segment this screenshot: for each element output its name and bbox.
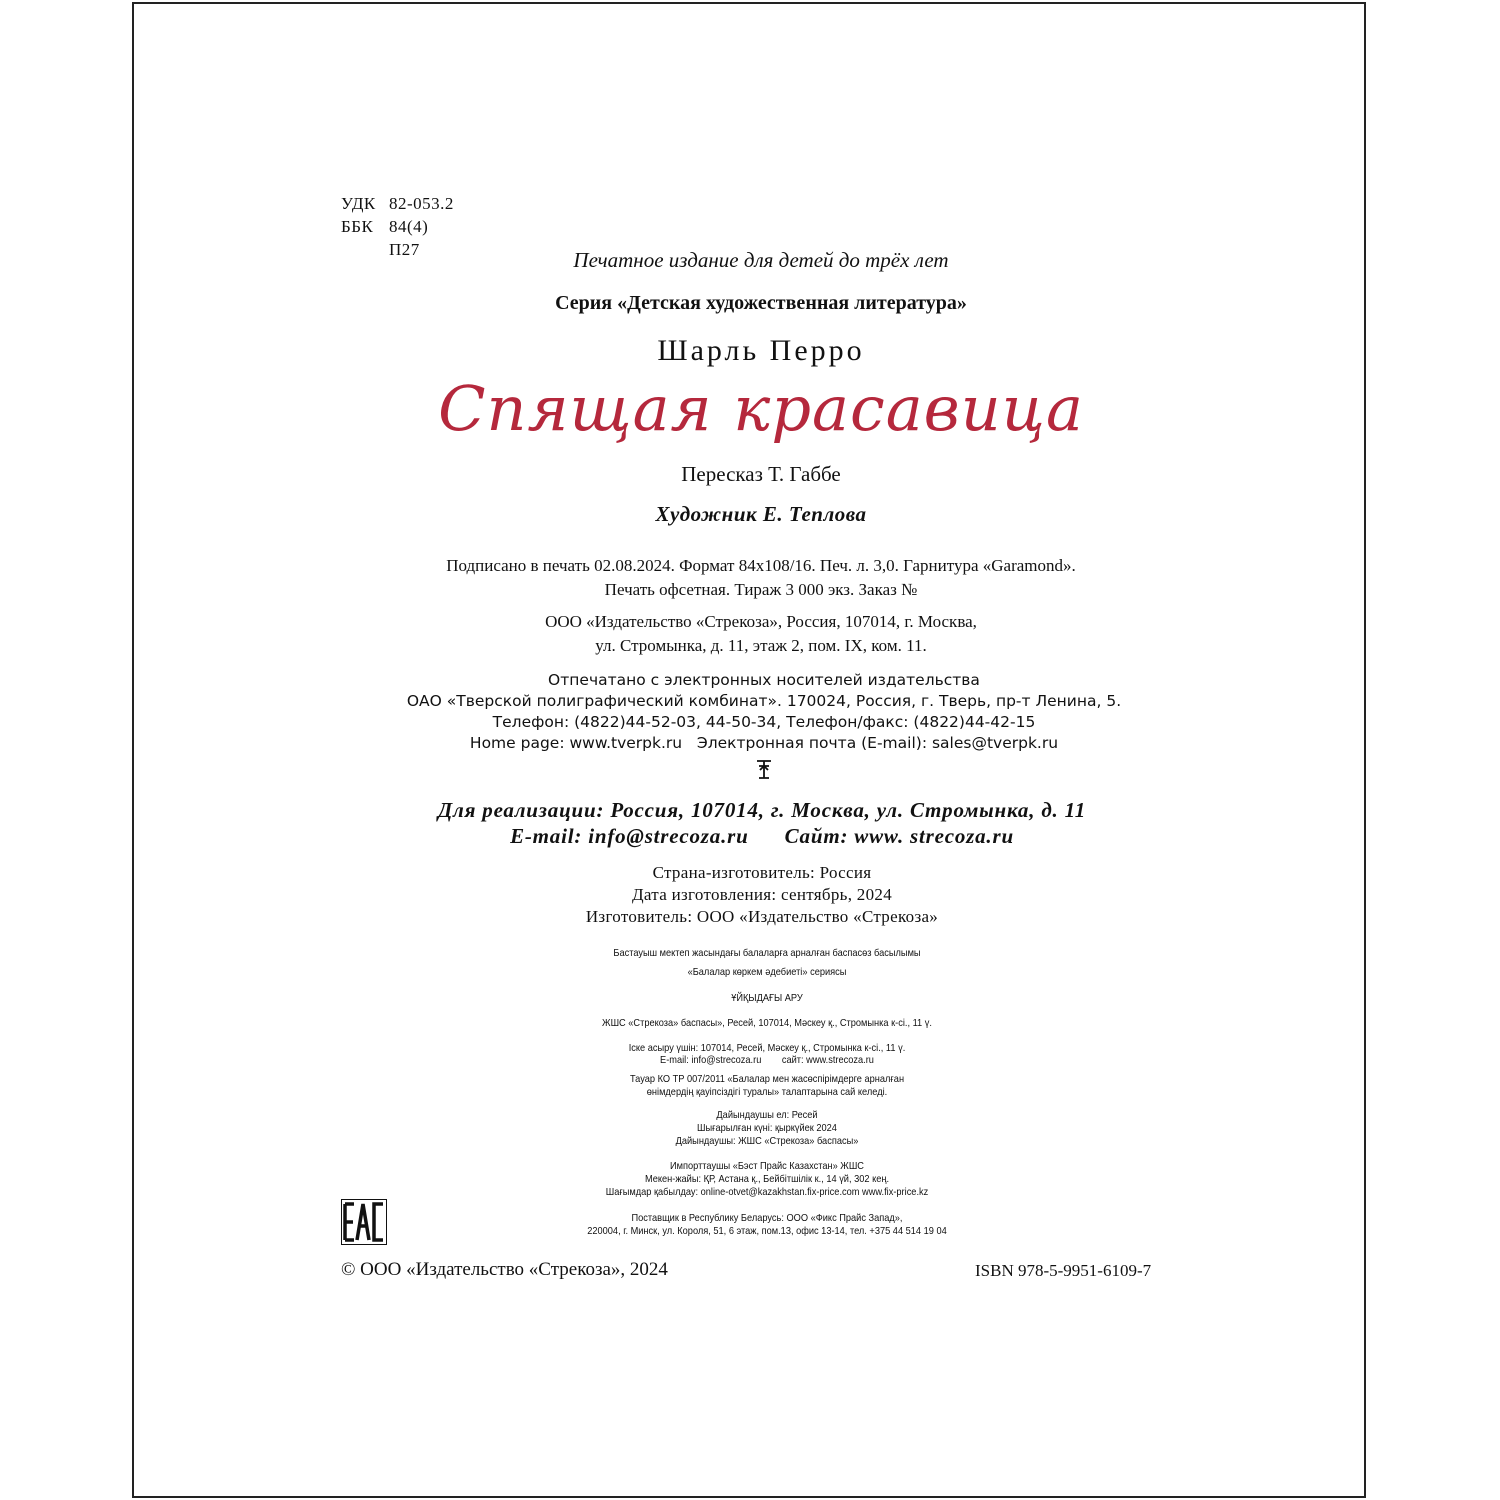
origin-country: Страна-изготовитель: Россия [652,863,872,882]
kz-sale-address: Іске асыру үшін: 107014, Ресей, Мәскеу қ., Стромынка к-сі., 11 ү. [628,1042,906,1054]
kz-mfg-country: Дайындаушы ел: Ресей [716,1109,818,1121]
printer-line-2: ОАО «Тверской полиграфический комбинат». 170024, Россия, г. Тверь, пр-т Ленина, 5. [406,692,1122,710]
printer-line-4: Home page: www.tverpk.ru Электронная почта (E-mail): sales@tverpk.ru [469,734,1059,752]
kz-importer: Импорттаушы «Бэст Прайс Казахстан» ЖШС [669,1160,864,1172]
print-details-line-2: Печать офсетная. Тираж 3 000 экз. Заказ № [604,580,918,599]
origin-manufacturer: Изготовитель: ООО «Издательство «Стрекоза» [585,907,939,926]
print-details-line-1: Подписано в печать 02.08.2024. Формат 84х108/16. Печ. л. 3,0. Гарнитура «Garamond». [446,556,1076,575]
by-supplier: Поставщик в Республику Беларусь: ООО «Фикс Прайс Запад», [631,1212,903,1224]
kz-publisher: ЖШС «Стрекоза» баспасы», Ресей, 107014, Мәскеу қ., Стромынка к-сі., 11 ү. [602,1017,932,1029]
author-mark: П27 [389,240,420,259]
sales-address: Для реализации: Россия, 107014, г. Москва, ул. Стромынка, д. 11 [437,798,1087,822]
kz-title: ҰЙҚЫДАҒЫ АРУ [731,992,803,1004]
printer-logo-icon [14,758,1500,786]
bbk-value: 84(4) [389,217,429,236]
publisher-address-line-1: ООО «Издательство «Стрекоза», Россия, 107014, г. Москва, [545,612,977,631]
printer-line-3: Телефон: (4822)44-52-03, 44-50-34, Телефон/факс: (4822)44-42-15 [492,713,1036,731]
copyright: © ООО «Издательство «Стрекоза», 2024 [341,1259,668,1280]
kz-audience: Бастауыш мектеп жасындағы балаларға арналған баспасөз басылымы [613,947,921,959]
origin-date: Дата изготовления: сентябрь, 2024 [631,885,893,904]
retelling-credit: Пересказ Т. Габбе [681,462,841,486]
kz-importer-address: Мекен-жайы: ҚР, Астана қ., Бейбітшілік к., 14 үй, 302 кең. [644,1173,890,1185]
sales-email: E-mail: info@strecoza.ru [510,824,749,848]
sales-contacts [12,823,1500,849]
kz-mfg-date: Шығарылған күні: қыркүйек 2024 [697,1122,837,1134]
udk-line [341,192,454,215]
udk-value: 82-053.2 [389,194,454,213]
kz-sale-contacts: E-mail: info@strecoza.ru сайт: www.strecoza.ru [660,1054,874,1066]
kz-tr-line-1: Тауар КО ТР 007/2011 «Балалар мен жасөспірімдерге арналған [629,1073,905,1085]
eac-mark-icon [341,1199,387,1245]
target-audience: Печатное издание для детей до трёх лет [573,248,949,272]
kz-series: «Балалар көркем әдебиеті» сериясы [687,966,847,978]
bbk-label: ББК [341,217,374,236]
kz-tr-line-2: өнімдердің қауіпсіздігі туралы» талаптарына сай келеді. [646,1086,888,1098]
book-title: Спящая красавица [438,372,1084,445]
printer-line-1: Отпечатано с электронных носителей издательства [548,671,980,689]
series-title: Серия «Детская художественная литература» [555,292,967,314]
publisher-address-line-2: ул. Стромынка, д. 11, этаж 2, пом. IX, ком. 11. [595,636,927,655]
book-author: Шарль Перро [657,334,865,367]
by-supplier-address: 220004, г. Минск, ул. Короля, 51, 6 этаж, пом.13, офис 13-14, тел. +375 44 514 19 04 [587,1225,947,1237]
isbn: ISBN 978-5-9951-6109-7 [975,1261,1152,1280]
illustrator-credit: Художник Е. Теплова [655,502,867,526]
kz-mfg-maker: Дайындаушы: ЖШС «Стрекоза» баспасы» [675,1135,859,1147]
kz-complaints: Шағымдар қабылдау: online-otvet@kazakhstan.fix-price.com www.fix-price.kz [605,1186,929,1198]
udk-label: УДК [341,194,376,213]
bbk-line [341,215,454,238]
sales-site: Сайт: www. strecoza.ru [784,824,1014,848]
